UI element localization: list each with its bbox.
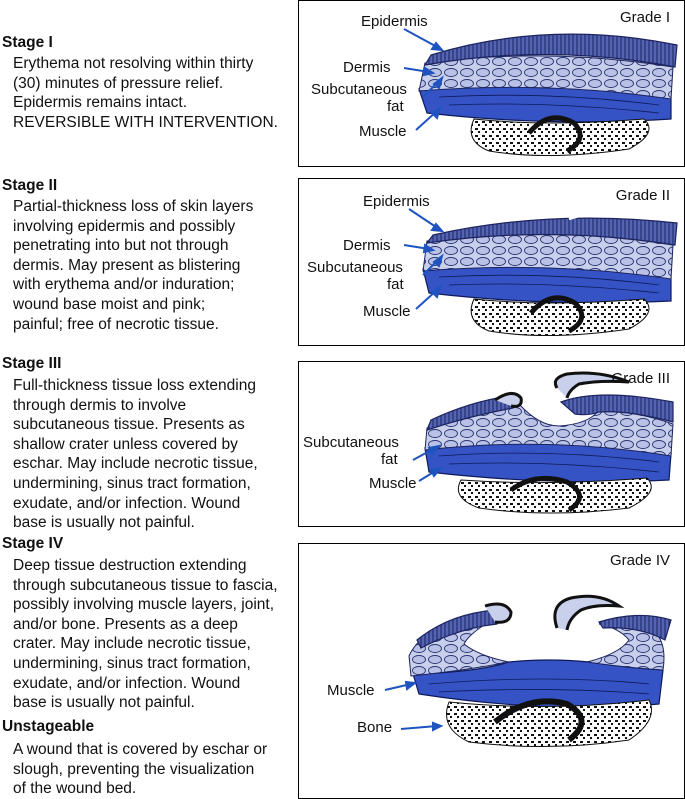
stage-4-line: possibly involving muscle layers, joint, [13, 596, 275, 614]
stage-1-line: REVERSIBLE WITH INTERVENTION. [13, 113, 278, 131]
muscle-label: Muscle [363, 303, 411, 320]
muscle-label: Muscle [327, 682, 375, 699]
stage-4-line: crater. May include necrotic tissue, [13, 635, 251, 653]
stage-1-line: (30) minutes of pressure relief. [13, 74, 224, 92]
stage-2-line: with erythema and/or induration; [13, 276, 235, 294]
stage-3-line: subcutaneous tissue. Presents as [13, 416, 245, 434]
stage-2-line: penetrating into but not through [13, 237, 229, 255]
stage-4-line: and/or bone. Presents as a deep [13, 615, 238, 633]
stage-3-line: base is usually not painful. [13, 514, 195, 532]
stage-2-line: painful; free of necrotic tissue. [13, 315, 219, 333]
stage-3-line: Full-thickness tissue loss extending [13, 377, 256, 394]
bone-region [447, 700, 652, 747]
fat-label: fat [381, 451, 398, 468]
stage-1-title: Stage I [2, 34, 53, 51]
stage-3-description [13, 376, 308, 533]
unstageable-line: slough, preventing the visualization [13, 760, 255, 778]
grade-4-label: Grade IV [609, 552, 670, 569]
muscle-label: Muscle [359, 123, 407, 140]
stage-4-line: Deep tissue destruction extending [13, 557, 247, 574]
stage-2-description [13, 197, 308, 334]
grade-4-illustration [299, 544, 685, 799]
unstageable-line: A wound that is covered by eschar or [13, 741, 268, 758]
unstageable-title: Unstageable [2, 718, 95, 735]
dermis-label: Dermis [343, 59, 391, 76]
fat-label: fat [387, 98, 404, 115]
subcutaneous-label: Subcutaneous [307, 259, 403, 276]
stage-3-line: eschar. May include necrotic tissue, [13, 455, 258, 473]
bone-region [458, 478, 651, 513]
stage-4-description [13, 556, 308, 713]
grade-1-panel [298, 0, 685, 167]
stage-3-line: shallow crater unless covered by [13, 435, 238, 453]
muscle-label: Muscle [369, 475, 417, 492]
grade-1-label: Grade I [619, 9, 670, 26]
stage-4-line: through subcutaneous tissue to fascia, [13, 576, 278, 594]
stage-4-line: exudate, and/or infection. Wound [13, 674, 241, 692]
stage-2-line: dermis. May present as blistering [13, 256, 241, 274]
dermis-label: Dermis [343, 237, 391, 254]
stage-3-line: through dermis to involve [13, 396, 187, 414]
grade-3-label: Grade III [611, 370, 670, 387]
bone-region [471, 299, 649, 336]
grade-3-panel [298, 361, 685, 527]
stage-3-title: Stage III [2, 355, 62, 372]
stage-4-line: undermining, sinus tract formation, [13, 654, 251, 672]
grade-2-panel [298, 178, 685, 346]
stage-2-line: Partial-thickness loss of skin layers [13, 198, 254, 215]
unstageable-description [13, 740, 308, 799]
stage-3-line: undermining, sinus tract formation, [13, 474, 251, 492]
stage-2-line: involving epidermis and possibly [13, 217, 236, 235]
subcutaneous-label: Subcutaneous [303, 434, 399, 451]
stage-2-title: Stage II [2, 177, 58, 194]
subcutaneous-label: Subcutaneous [311, 81, 407, 98]
bone-region [471, 119, 649, 156]
bone-label: Bone [357, 719, 393, 736]
stage-1-description [13, 54, 308, 132]
stage-4-title: Stage IV [2, 535, 64, 552]
epidermis-label: Epidermis [361, 13, 428, 30]
unstageable-line: of the wound bed. [13, 780, 137, 798]
epidermis-label: Epidermis [363, 193, 430, 210]
stage-1-line: Erythema not resolving within thirty [13, 55, 254, 72]
stage-1-line: Epidermis remains intact. [13, 94, 188, 112]
stage-2-line: wound base moist and pink; [13, 295, 206, 313]
fat-label: fat [387, 276, 404, 293]
stage-4-line: base is usually not painful. [13, 694, 195, 712]
grade-2-label: Grade II [615, 187, 670, 204]
stage-3-line: exudate, and/or infection. Wound [13, 494, 241, 512]
grade-4-panel [298, 543, 685, 799]
